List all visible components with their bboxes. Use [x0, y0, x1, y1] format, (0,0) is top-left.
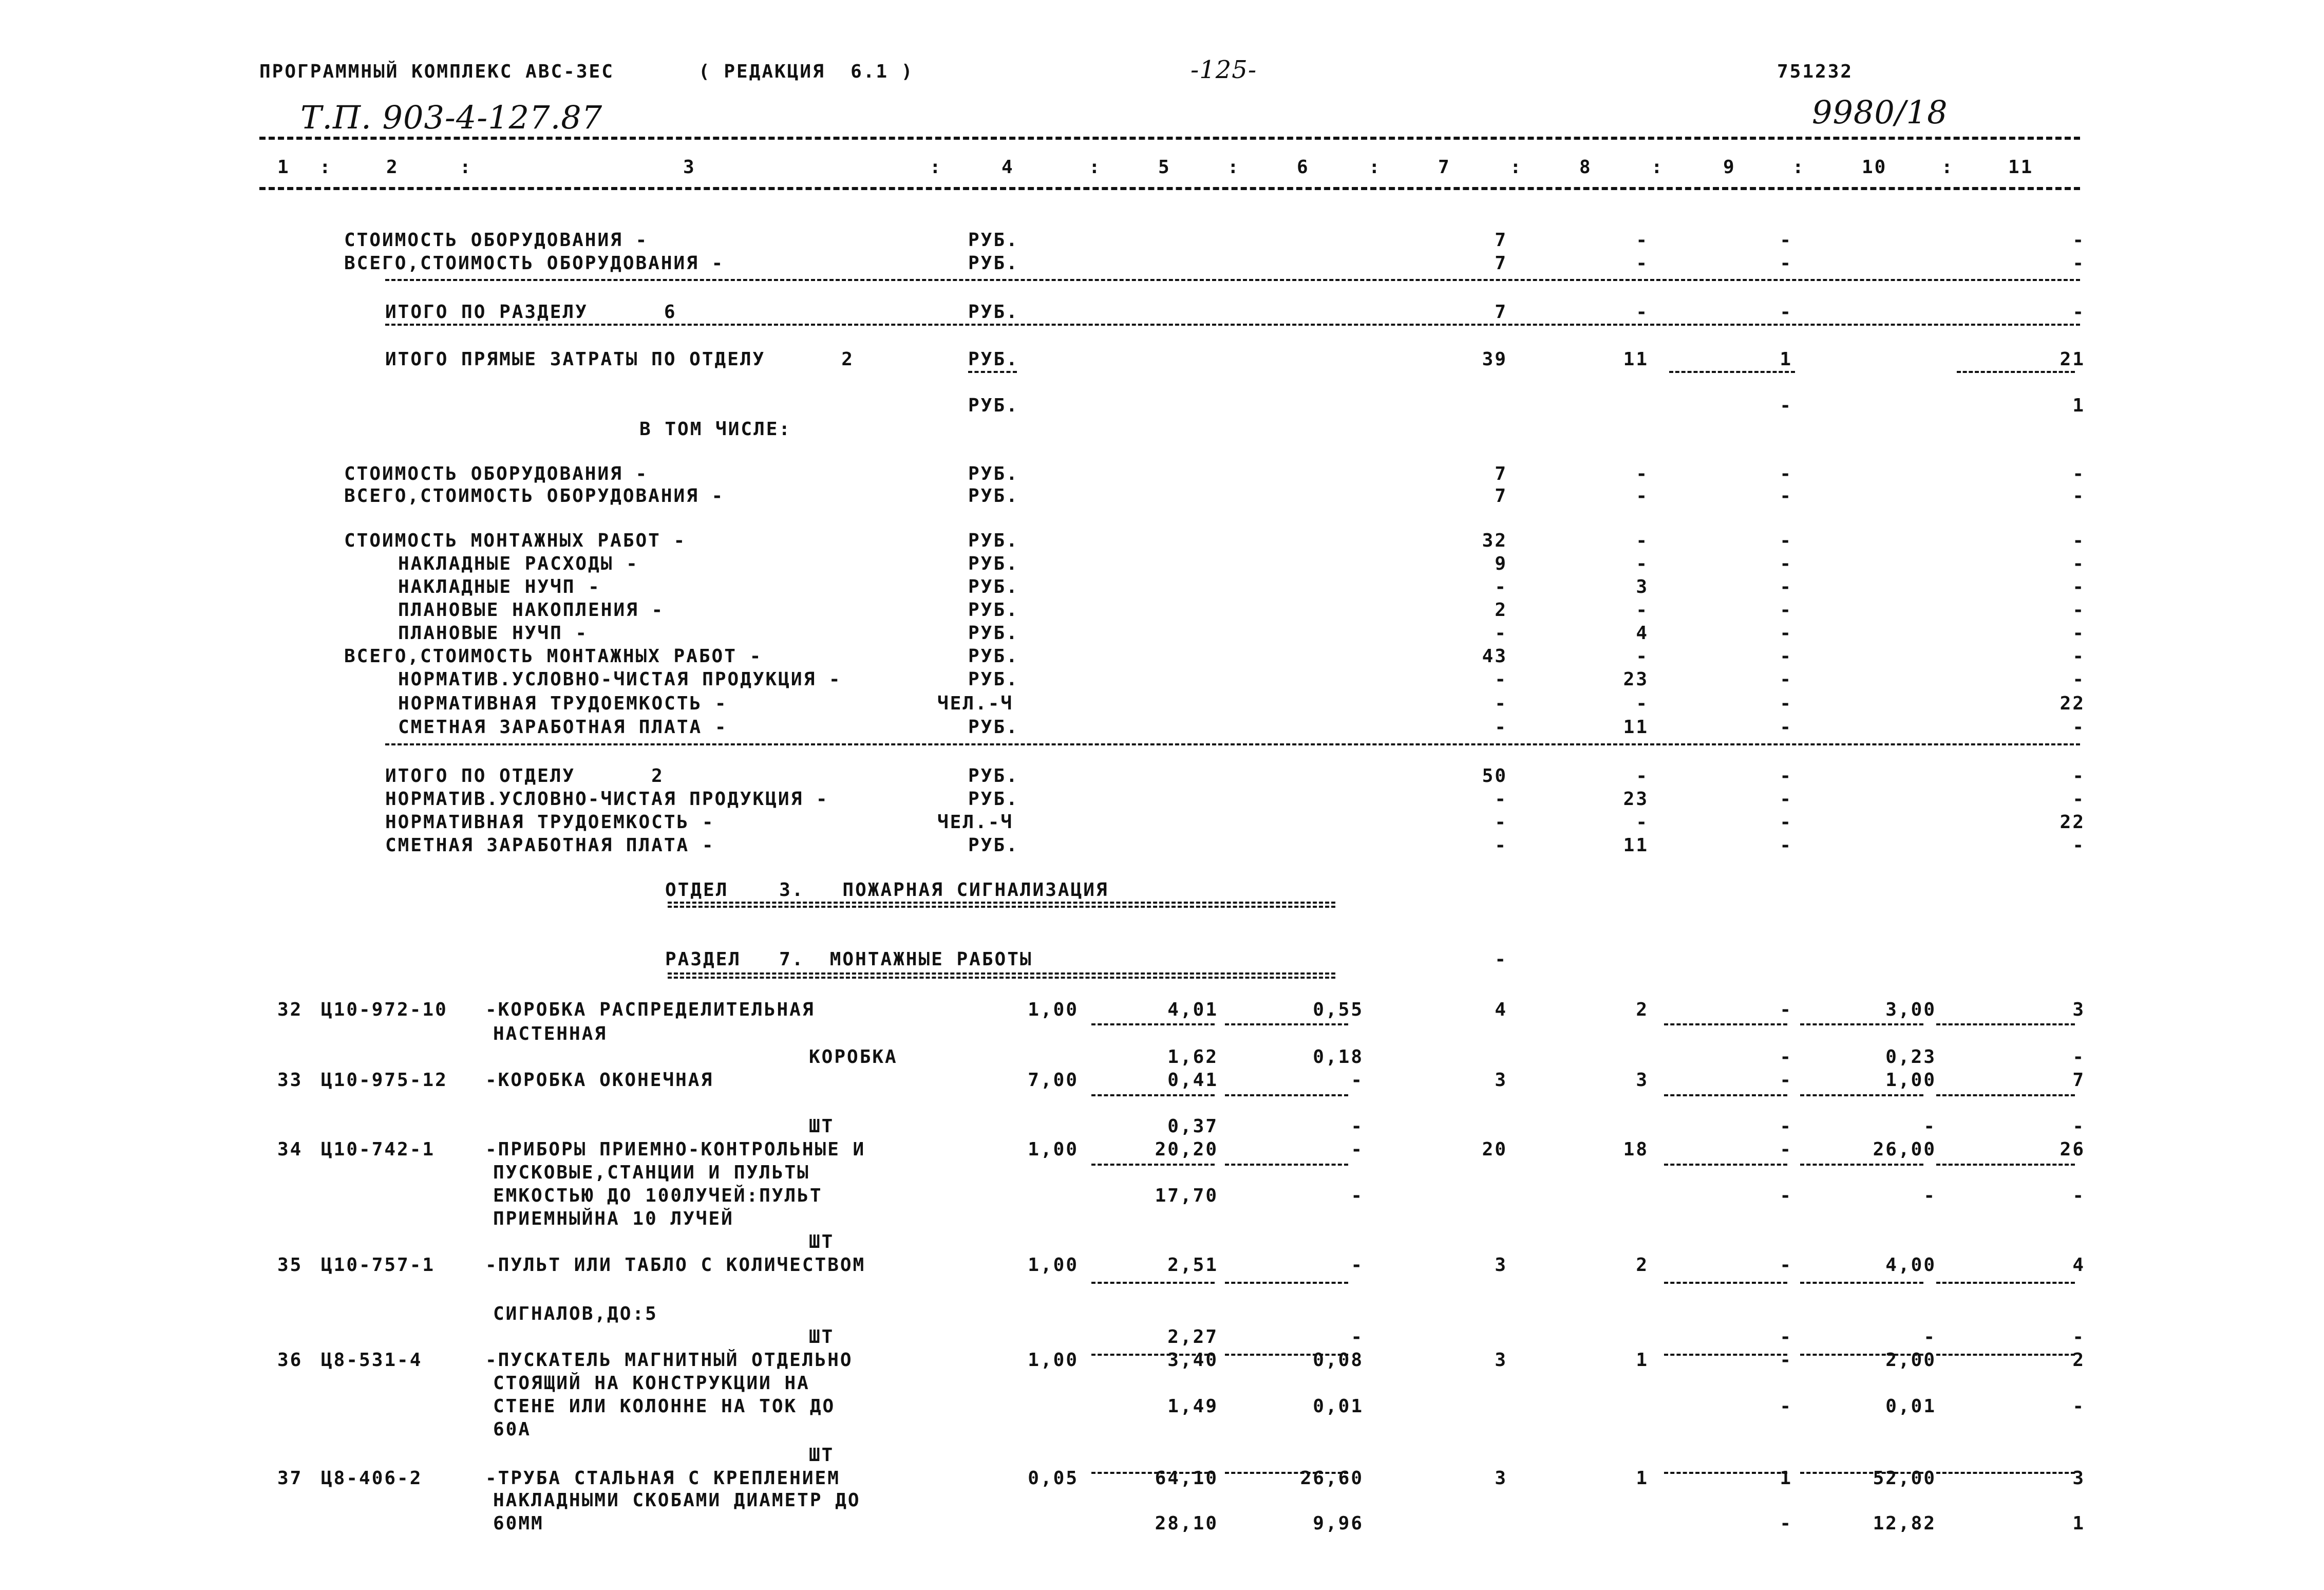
col11-value: - — [2072, 302, 2085, 323]
col10-value: 3,00 — [1885, 999, 1936, 1020]
col6-value: - — [1351, 1139, 1364, 1160]
col9-value: - — [1780, 623, 1792, 644]
col9-value: - — [1780, 253, 1792, 274]
col11-value: - — [2072, 646, 2085, 667]
col7-value: 20 — [1482, 1139, 1507, 1160]
cell-rule — [1225, 1164, 1348, 1166]
item-name: ПРИЕМНЫЙНА 10 ЛУЧЕЙ — [493, 1208, 734, 1229]
col6-value: 0,55 — [1313, 999, 1364, 1020]
col5-value: 1,49 — [1167, 1396, 1218, 1417]
col11-value: - — [2072, 717, 2085, 738]
unit-label: РУБ. — [968, 789, 1019, 810]
col7-value: 3 — [1495, 1255, 1507, 1276]
col9-value: - — [1780, 1046, 1792, 1068]
col6-value: - — [1351, 1255, 1364, 1276]
item-name: -КОРОБКА РАСПРЕДЕЛИТЕЛЬНАЯ — [485, 999, 815, 1020]
item-name: СИГНАЛОВ,ДО:5 — [493, 1303, 658, 1324]
item-name: В ТОМ ЧИСЛЕ: — [639, 419, 792, 440]
unit-label: РУБ. — [968, 600, 1019, 621]
col8-value: 11 — [1623, 835, 1649, 856]
col8-value: - — [1636, 253, 1649, 274]
cell-rule — [1664, 1023, 1787, 1025]
col9-value: - — [1780, 395, 1792, 416]
unit-label: КОРОБКА — [809, 1046, 898, 1068]
cell-rule — [1091, 1282, 1215, 1284]
col11-value: 4 — [2072, 1255, 2085, 1276]
column-header: 5 — [1158, 157, 1171, 178]
sheet-code: 9980/18 — [1812, 93, 1948, 131]
col7-value: - — [1495, 623, 1507, 644]
item-name: ЕМКОСТЬЮ ДО 100ЛУЧЕЙ:ПУЛЬТ — [493, 1185, 823, 1206]
section-rule — [385, 279, 2080, 281]
item-name: ОТДЕЛ 3. ПОЖАРНАЯ СИГНАЛИЗАЦИЯ — [665, 880, 1109, 901]
col8-value: 2 — [1636, 999, 1649, 1020]
cell-rule — [1800, 1282, 1923, 1284]
col9-value: - — [1780, 485, 1792, 507]
quantity-value: 7,00 — [1028, 1070, 1079, 1091]
price-code: Ц8-406-2 — [321, 1468, 423, 1489]
col10-value: 2,00 — [1885, 1350, 1936, 1371]
section-rule — [385, 743, 2080, 745]
price-code: Ц10-972-10 — [321, 999, 448, 1020]
col7-value: 39 — [1482, 349, 1507, 370]
col7-value: - — [1495, 669, 1507, 690]
col11-value: 21 — [2060, 349, 2085, 370]
col8-value: 23 — [1623, 789, 1649, 810]
col8-value: 1 — [1636, 1468, 1649, 1489]
row-number: 34 — [277, 1139, 303, 1160]
col7-value: 2 — [1495, 600, 1507, 621]
col11-value: 7 — [2072, 1070, 2085, 1091]
column-separator: : — [1089, 157, 1102, 178]
row-number: 37 — [277, 1468, 303, 1489]
col9-value: - — [1780, 669, 1792, 690]
cell-rule — [1225, 1094, 1348, 1096]
col5-value: 4,01 — [1167, 999, 1218, 1020]
cell-rule — [1936, 1023, 2075, 1025]
col7-value: - — [1495, 693, 1507, 714]
col11-value: - — [2072, 623, 2085, 644]
subtotal-rule — [968, 371, 1017, 373]
unit-label: ЧЕЛ.-Ч — [937, 693, 1014, 714]
unit-label: РУБ. — [968, 835, 1019, 856]
col7-value: 7 — [1495, 463, 1507, 484]
col11-value: - — [2072, 789, 2085, 810]
col5-value: 2,27 — [1167, 1326, 1218, 1348]
col6-value: - — [1351, 1185, 1364, 1206]
col11-value: - — [2072, 485, 2085, 507]
cell-rule — [1225, 1023, 1348, 1025]
column-header: 3 — [683, 157, 696, 178]
column-separator: : — [1792, 157, 1805, 178]
col7-value: 50 — [1482, 765, 1507, 787]
col11-value: 2 — [2072, 1350, 2085, 1371]
column-separator: : — [1510, 157, 1523, 178]
col10-value: - — [1923, 1116, 1936, 1137]
col11-value: - — [2072, 576, 2085, 597]
col8-value: - — [1636, 646, 1649, 667]
col9-value: - — [1780, 1139, 1792, 1160]
col7-value: 9 — [1495, 553, 1507, 574]
column-separator: : — [1369, 157, 1382, 178]
col7-value: - — [1495, 576, 1507, 597]
header-rule-top — [259, 137, 2080, 140]
col8-value: - — [1636, 553, 1649, 574]
unit-label: ШТ — [809, 1326, 835, 1348]
col8-value: - — [1636, 765, 1649, 787]
col11-value: - — [2072, 1185, 2085, 1206]
item-name: НАКЛАДНЫЕ РАСХОДЫ - — [398, 553, 639, 574]
col10-value: 4,00 — [1885, 1255, 1936, 1276]
header-rule-bottom — [259, 187, 2080, 190]
column-header: 6 — [1297, 157, 1310, 178]
department-underline — [668, 902, 1335, 908]
col9-value: - — [1780, 463, 1792, 484]
unit-label: РУБ. — [968, 576, 1019, 597]
col11-value: 1 — [2072, 1513, 2085, 1534]
col5-value: 3,40 — [1167, 1350, 1218, 1371]
col9-value: 1 — [1780, 349, 1792, 370]
col7-value: - — [1495, 835, 1507, 856]
cell-rule — [1800, 1164, 1923, 1166]
column-header: 11 — [2008, 157, 2034, 178]
col11-value: 26 — [2060, 1139, 2085, 1160]
col11-value: - — [2072, 1396, 2085, 1417]
col9-value: - — [1780, 835, 1792, 856]
cell-rule — [1664, 1094, 1787, 1096]
column-separator: : — [930, 157, 942, 178]
item-name: -ТРУБА СТАЛЬНАЯ С КРЕПЛЕНИЕМ — [485, 1468, 840, 1489]
doc-number: 751232 — [1777, 61, 1854, 82]
unit-label: РУБ. — [968, 485, 1019, 507]
unit-label: РУБ. — [968, 717, 1019, 738]
col8-value: - — [1636, 485, 1649, 507]
col8-value: - — [1636, 693, 1649, 714]
cell-rule — [1664, 1282, 1787, 1284]
col11-value: - — [2072, 835, 2085, 856]
item-name: 60ММ — [493, 1513, 544, 1534]
col11-value: 1 — [2072, 395, 2085, 416]
column-separator: : — [1941, 157, 1954, 178]
col11-value: - — [2072, 530, 2085, 551]
price-code: Ц8-531-4 — [321, 1350, 423, 1371]
col8-value: - — [1636, 463, 1649, 484]
col11-value: - — [2072, 463, 2085, 484]
col9-value: - — [1780, 789, 1792, 810]
column-header: 4 — [1002, 157, 1014, 178]
col10-value: 0,01 — [1885, 1396, 1936, 1417]
col9-value: - — [1780, 1116, 1792, 1137]
row-number: 32 — [277, 999, 303, 1020]
unit-label: РУБ. — [968, 765, 1019, 787]
column-separator: : — [1651, 157, 1664, 178]
col8-value: - — [1636, 302, 1649, 323]
col10-value: 0,23 — [1885, 1046, 1936, 1068]
col10-value: - — [1923, 1185, 1936, 1206]
cell-rule — [1936, 1164, 2075, 1166]
col6-value: 0,18 — [1313, 1046, 1364, 1068]
col11-value: 3 — [2072, 999, 2085, 1020]
item-name: ИТОГО ПО РАЗДЕЛУ 6 — [385, 302, 677, 323]
tp-code: Т.П. 903-4-127.87 — [300, 99, 603, 136]
col11-value: - — [2072, 1326, 2085, 1348]
item-name: ВСЕГО,СТОИМОСТЬ МОНТАЖНЫХ РАБОТ - — [344, 646, 763, 667]
col11-value: - — [2072, 553, 2085, 574]
item-name: ВСЕГО,СТОИМОСТЬ ОБОРУДОВАНИЯ - — [344, 485, 725, 507]
program-title: ПРОГРАММНЫЙ КОМПЛЕКС АВС-3ЕС — [259, 61, 614, 82]
column-header: 10 — [1862, 157, 1887, 178]
col7-value: 3 — [1495, 1350, 1507, 1371]
col9-value: - — [1780, 530, 1792, 551]
item-name: -ПУЛЬТ ИЛИ ТАБЛО С КОЛИЧЕСТВОМ — [485, 1255, 866, 1276]
item-name: НОРМАТИВНАЯ ТРУДОЕМКОСТЬ - — [398, 693, 728, 714]
price-code: Ц10-742-1 — [321, 1139, 436, 1160]
col9-value: - — [1780, 1070, 1792, 1091]
col7-value: 3 — [1495, 1070, 1507, 1091]
col6-value: 9,96 — [1313, 1513, 1364, 1534]
col7-value: - — [1495, 949, 1507, 970]
col11-value: 22 — [2060, 693, 2085, 714]
col9-value: 1 — [1780, 1468, 1792, 1489]
section-underline — [668, 972, 1335, 979]
col9-value: - — [1780, 1326, 1792, 1348]
row-number: 35 — [277, 1255, 303, 1276]
item-name: СТОИМОСТЬ МОНТАЖНЫХ РАБОТ - — [344, 530, 687, 551]
unit-label: РУБ. — [968, 349, 1019, 370]
col8-value: 3 — [1636, 1070, 1649, 1091]
col11-value: - — [2072, 765, 2085, 787]
col8-value: 1 — [1636, 1350, 1649, 1371]
quantity-value: 1,00 — [1028, 999, 1079, 1020]
quantity-value: 0,05 — [1028, 1468, 1079, 1489]
cell-rule — [1225, 1282, 1348, 1284]
unit-label: ЧЕЛ.-Ч — [937, 812, 1014, 833]
cell-rule — [1800, 1023, 1923, 1025]
col5-value: 1,62 — [1167, 1046, 1218, 1068]
col8-value: 4 — [1636, 623, 1649, 644]
item-name: СТОИМОСТЬ ОБОРУДОВАНИЯ - — [344, 463, 649, 484]
col7-value: 7 — [1495, 230, 1507, 251]
price-code: Ц10-757-1 — [321, 1255, 436, 1276]
col11-value: 3 — [2072, 1468, 2085, 1489]
col9-value: - — [1780, 812, 1792, 833]
column-separator: : — [1227, 157, 1240, 178]
unit-label: РУБ. — [968, 669, 1019, 690]
col5-value: 0,41 — [1167, 1070, 1218, 1091]
unit-label: РУБ. — [968, 302, 1019, 323]
col9-value: - — [1780, 765, 1792, 787]
col10-value: 1,00 — [1885, 1070, 1936, 1091]
item-name: ПЛАНОВЫЕ НУЧП - — [398, 623, 589, 644]
item-name: СТЕНЕ ИЛИ КОЛОННЕ НА ТОК ДО — [493, 1396, 836, 1417]
item-name: СМЕТНАЯ ЗАРАБОТНАЯ ПЛАТА - — [398, 717, 728, 738]
col10-value: - — [1923, 1326, 1936, 1348]
column-header: 7 — [1438, 157, 1451, 178]
col8-value: - — [1636, 812, 1649, 833]
col11-value: - — [2072, 253, 2085, 274]
col7-value: 32 — [1482, 530, 1507, 551]
col6-value: - — [1351, 1116, 1364, 1137]
item-name: -ПРИБОРЫ ПРИЕМНО-КОНТРОЛЬНЫЕ И — [485, 1139, 866, 1160]
col11-value: - — [2072, 600, 2085, 621]
column-header: 1 — [277, 157, 290, 178]
col7-value: 7 — [1495, 302, 1507, 323]
section-rule — [385, 324, 2080, 326]
column-header: 8 — [1579, 157, 1592, 178]
col9-value: - — [1780, 600, 1792, 621]
col7-value: - — [1495, 717, 1507, 738]
col8-value: 11 — [1623, 717, 1649, 738]
col9-value: - — [1780, 1350, 1792, 1371]
item-name: ВСЕГО,СТОИМОСТЬ ОБОРУДОВАНИЯ - — [344, 253, 725, 274]
unit-label: РУБ. — [968, 623, 1019, 644]
col5-value: 2,51 — [1167, 1255, 1218, 1276]
col6-value: 0,08 — [1313, 1350, 1364, 1371]
item-name: СМЕТНАЯ ЗАРАБОТНАЯ ПЛАТА - — [385, 835, 715, 856]
col11-value: - — [2072, 669, 2085, 690]
col6-value: - — [1351, 1070, 1364, 1091]
col5-value: 20,20 — [1155, 1139, 1218, 1160]
col9-value: - — [1780, 1185, 1792, 1206]
unit-label: РУБ. — [968, 553, 1019, 574]
item-name: ИТОГО ПРЯМЫЕ ЗАТРАТЫ ПО ОТДЕЛУ 2 — [385, 349, 854, 370]
item-name: ПУСКОВЫЕ,СТАНЦИИ И ПУЛЬТЫ — [493, 1162, 810, 1183]
col8-value: - — [1636, 530, 1649, 551]
col8-value: 2 — [1636, 1255, 1649, 1276]
item-name: НОРМАТИВ.УСЛОВНО-ЧИСТАЯ ПРОДУКЦИЯ - — [385, 789, 829, 810]
col8-value: 23 — [1623, 669, 1649, 690]
col5-value: 0,37 — [1167, 1116, 1218, 1137]
col10-value: 52,00 — [1873, 1468, 1936, 1489]
col8-value: - — [1636, 600, 1649, 621]
item-name: СТОЯЩИЙ НА КОНСТРУКЦИИ НА — [493, 1373, 810, 1394]
col11-value: - — [2072, 1116, 2085, 1137]
col10-value: 26,00 — [1873, 1139, 1936, 1160]
col11-value: - — [2072, 1046, 2085, 1068]
unit-label: РУБ. — [968, 530, 1019, 551]
unit-label: РУБ. — [968, 463, 1019, 484]
col7-value: - — [1495, 812, 1507, 833]
col9-value: - — [1780, 230, 1792, 251]
quantity-value: 1,00 — [1028, 1139, 1079, 1160]
edition-label: ( РЕДАКЦИЯ 6.1 ) — [698, 61, 914, 82]
unit-label: РУБ. — [968, 253, 1019, 274]
price-code: Ц10-975-12 — [321, 1070, 448, 1091]
item-name: СТОИМОСТЬ ОБОРУДОВАНИЯ - — [344, 230, 649, 251]
cell-rule — [1091, 1023, 1215, 1025]
item-name: -ПУСКАТЕЛЬ МАГНИТНЫЙ ОТДЕЛЬНО — [485, 1350, 853, 1371]
col7-value: 7 — [1495, 253, 1507, 274]
subtotal-rule — [1957, 371, 2075, 373]
col8-value: - — [1636, 230, 1649, 251]
col8-value: 18 — [1623, 1139, 1649, 1160]
col10-value: 12,82 — [1873, 1513, 1936, 1534]
col7-value: 4 — [1495, 999, 1507, 1020]
col9-value: - — [1780, 302, 1792, 323]
column-separator: : — [319, 157, 332, 178]
col6-value: - — [1351, 1326, 1364, 1348]
col5-value: 64,10 — [1155, 1468, 1218, 1489]
row-number: 36 — [277, 1350, 303, 1371]
item-name: НАКЛАДНЫМИ СКОБАМИ ДИАМЕТР ДО — [493, 1490, 861, 1511]
column-separator: : — [460, 157, 473, 178]
col7-value: 7 — [1495, 485, 1507, 507]
unit-label: РУБ. — [968, 646, 1019, 667]
col7-value: 3 — [1495, 1468, 1507, 1489]
cell-rule — [1091, 1094, 1215, 1096]
col6-value: 0,01 — [1313, 1396, 1364, 1417]
column-header: 2 — [386, 157, 399, 178]
unit-label: ШТ — [809, 1116, 835, 1137]
unit-label: РУБ. — [968, 395, 1019, 416]
col7-value: - — [1495, 789, 1507, 810]
item-name: НАКЛАДНЫЕ НУЧП - — [398, 576, 601, 597]
col7-value: 43 — [1482, 646, 1507, 667]
item-name: НОРМАТИВ.УСЛОВНО-ЧИСТАЯ ПРОДУКЦИЯ - — [398, 669, 842, 690]
item-name: НАСТЕННАЯ — [493, 1023, 608, 1044]
col9-value: - — [1780, 553, 1792, 574]
col11-value: 22 — [2060, 812, 2085, 833]
page-number: -125- — [1191, 55, 1257, 84]
unit-label: ШТ — [809, 1231, 835, 1252]
item-name: ПЛАНОВЫЕ НАКОПЛЕНИЯ - — [398, 600, 665, 621]
cell-rule — [1936, 1282, 2075, 1284]
col9-value: - — [1780, 693, 1792, 714]
unit-label: ШТ — [809, 1445, 835, 1466]
col11-value: - — [2072, 230, 2085, 251]
subtotal-rule — [1669, 371, 1795, 373]
item-name: ИТОГО ПО ОТДЕЛУ 2 — [385, 765, 664, 787]
col9-value: - — [1780, 717, 1792, 738]
col6-value: 26,60 — [1300, 1468, 1364, 1489]
item-name: -КОРОБКА ОКОНЕЧНАЯ — [485, 1070, 714, 1091]
cell-rule — [1664, 1164, 1787, 1166]
col9-value: - — [1780, 576, 1792, 597]
cell-rule — [1936, 1094, 2075, 1096]
col9-value: - — [1780, 1255, 1792, 1276]
cell-rule — [1091, 1164, 1215, 1166]
col9-value: - — [1780, 646, 1792, 667]
col9-value: - — [1780, 1396, 1792, 1417]
column-header: 9 — [1723, 157, 1736, 178]
col8-value: 11 — [1623, 349, 1649, 370]
item-name: РАЗДЕЛ 7. МОНТАЖНЫЕ РАБОТЫ — [665, 949, 1033, 970]
col5-value: 28,10 — [1155, 1513, 1218, 1534]
col8-value: 3 — [1636, 576, 1649, 597]
quantity-value: 1,00 — [1028, 1350, 1079, 1371]
item-name: 60А — [493, 1419, 532, 1440]
unit-label: РУБ. — [968, 230, 1019, 251]
quantity-value: 1,00 — [1028, 1255, 1079, 1276]
col9-value: - — [1780, 999, 1792, 1020]
row-number: 33 — [277, 1070, 303, 1091]
col9-value: - — [1780, 1513, 1792, 1534]
item-name: НОРМАТИВНАЯ ТРУДОЕМКОСТЬ - — [385, 812, 715, 833]
cell-rule — [1800, 1094, 1923, 1096]
col5-value: 17,70 — [1155, 1185, 1218, 1206]
